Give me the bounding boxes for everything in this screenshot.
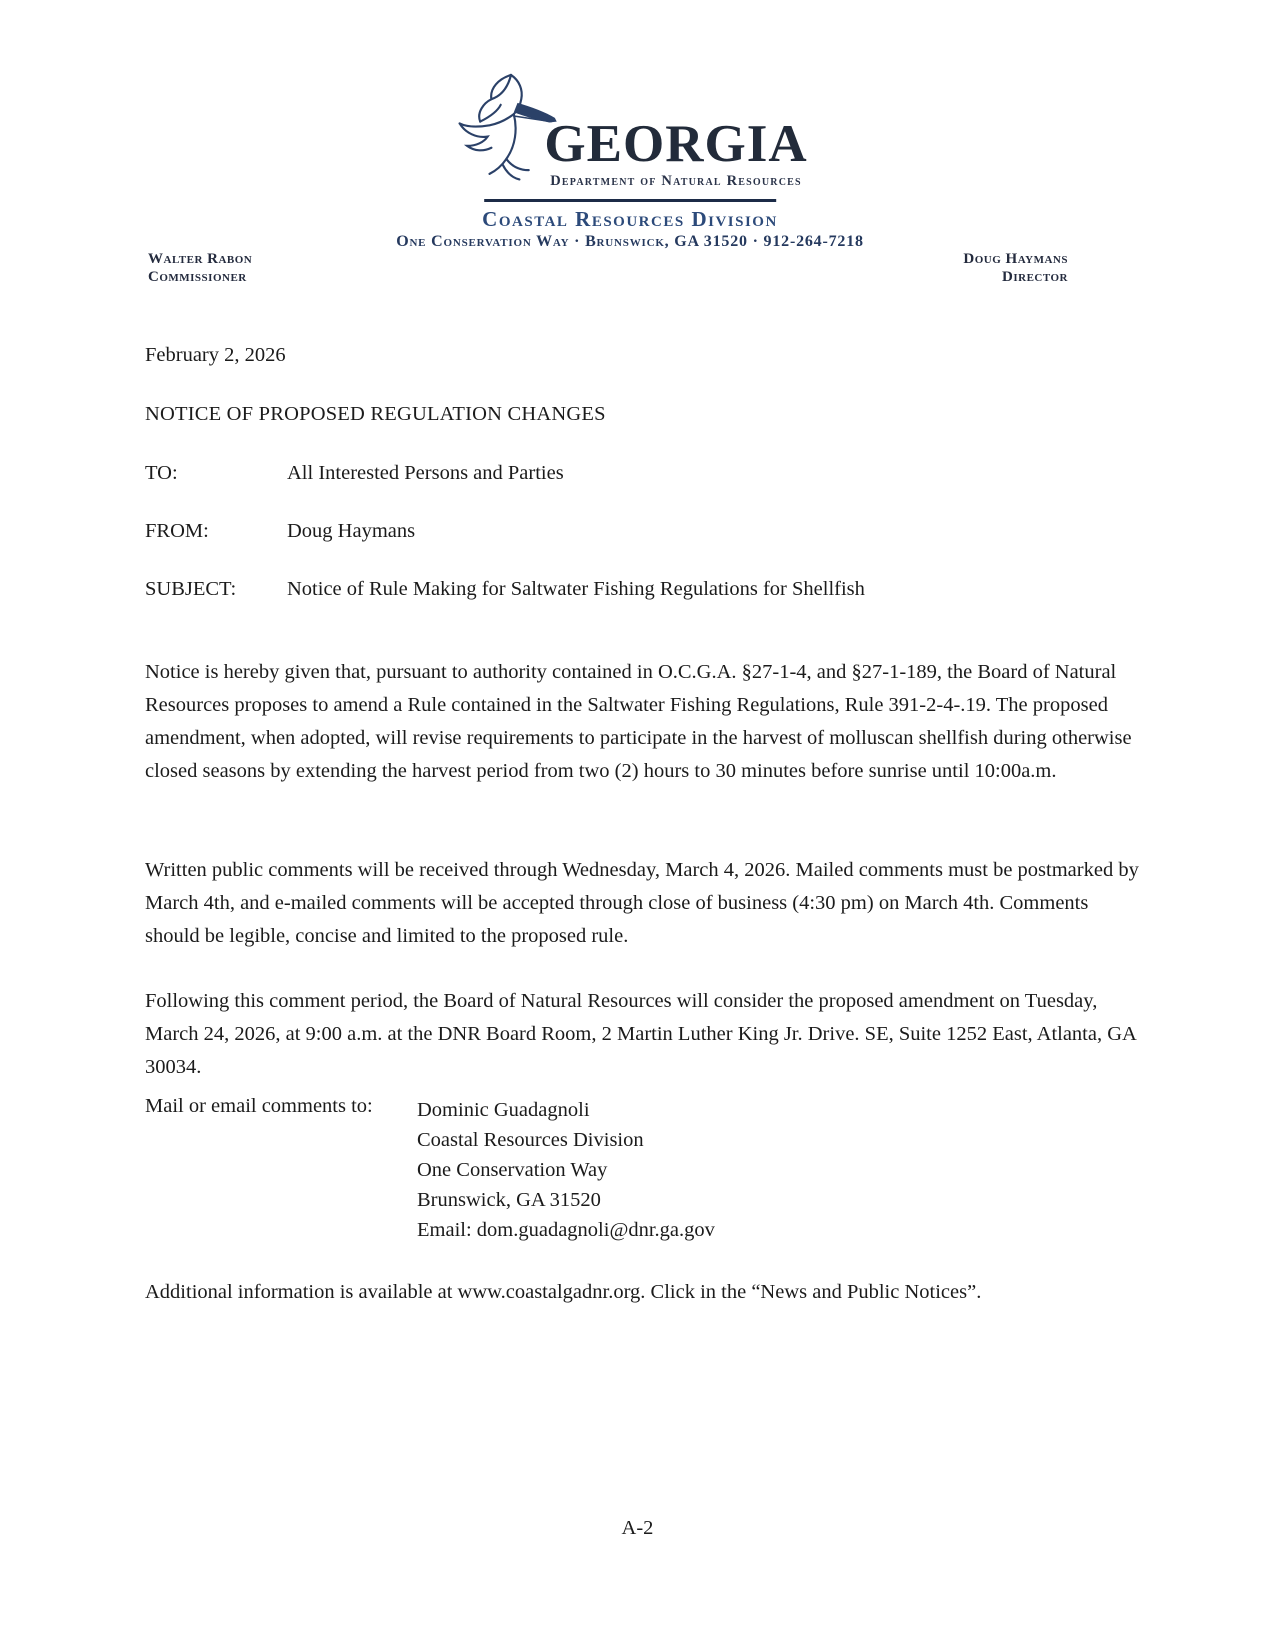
to-value: All Interested Persons and Parties xyxy=(287,462,564,484)
logo-divider xyxy=(484,199,776,202)
director-block xyxy=(963,250,1068,286)
contact-email: Email: dom.guadagnoli@dnr.ga.gov xyxy=(417,1219,715,1241)
commissioner-title: Commissioner xyxy=(148,269,247,285)
agency-logo xyxy=(396,68,864,251)
logo-text xyxy=(544,115,808,190)
division-name: Coastal Resources Division xyxy=(482,207,778,231)
contact-name: Dominic Guadagnoli xyxy=(417,1099,590,1121)
page-number: A-2 xyxy=(621,1517,654,1539)
contact-street: One Conservation Way xyxy=(417,1159,608,1181)
contact-lines xyxy=(417,1095,715,1245)
logo-top xyxy=(396,68,864,190)
director-title: Director xyxy=(1002,269,1068,285)
to-label: TO: xyxy=(145,462,178,484)
letter-title: NOTICE OF PROPOSED REGULATION CHANGES xyxy=(145,403,606,425)
contact-label: Mail or email comments to: xyxy=(145,1095,373,1117)
director-name: Doug Haymans xyxy=(963,251,1068,267)
org-name: GEORGIA xyxy=(544,115,808,173)
meta-row-to xyxy=(145,462,1140,485)
from-label: FROM: xyxy=(145,520,209,542)
subject-value: Notice of Rule Making for Saltwater Fishing Regulations for Shellfish xyxy=(287,578,865,600)
body-paragraph: Notice is hereby given that, pursuant to authority contained in O.C.G.A. §27-1-4, and §27-1-189, the Board of Natural Resources proposes to amend a Rule contained in the Saltwater Fishing Regulations, Rule 391-2-4-.19. The proposed amendment, when adopted, will revise requirements to participate in the harvest of molluscan shellfish during otherwise closed seasons by extending the harvest period from two (2) hours to 30 minutes before sunrise until 10:00a.m. xyxy=(145,660,1132,782)
from-value: Doug Haymans xyxy=(287,520,416,542)
contact-city: Brunswick, GA 31520 xyxy=(417,1189,601,1211)
meta-row-subject xyxy=(145,578,1140,601)
contact-division: Coastal Resources Division xyxy=(417,1129,644,1151)
body-paragraph: Following this comment period, the Board of Natural Resources will consider the proposed amendment on Tuesday, March 24, 2026, at 9:00 a.m. at the DNR Board Room, 2 Martin Luther King Jr. Drive. SE, Suite 1252 East, Atlanta, GA 30034. xyxy=(145,989,1136,1078)
org-tagline: Department of Natural Resources xyxy=(550,173,802,189)
letter-date: February 2, 2026 xyxy=(145,344,286,366)
subject-label: SUBJECT: xyxy=(145,578,237,600)
division-address: One Conservation Way · Brunswick, GA 31520 · 912-264-7218 xyxy=(396,233,864,250)
contact-block xyxy=(145,1095,1140,1245)
commissioner-name: Walter Rabon xyxy=(148,251,253,267)
meta-row-from xyxy=(145,520,1140,543)
body-paragraph: Written public comments will be received through Wednesday, March 4, 2026. Mailed comments must be postmarked by March 4th, and e-mailed comments will be accepted through close of business (4:30 pm) on March 4th. Comments should be legible, concise and limited to the proposed rule. xyxy=(145,858,1139,947)
closing-paragraph: Additional information is available at www.coastalgadnr.org. Click in the “News and Public Notices”. xyxy=(145,1281,982,1303)
commissioner-block xyxy=(148,250,252,286)
